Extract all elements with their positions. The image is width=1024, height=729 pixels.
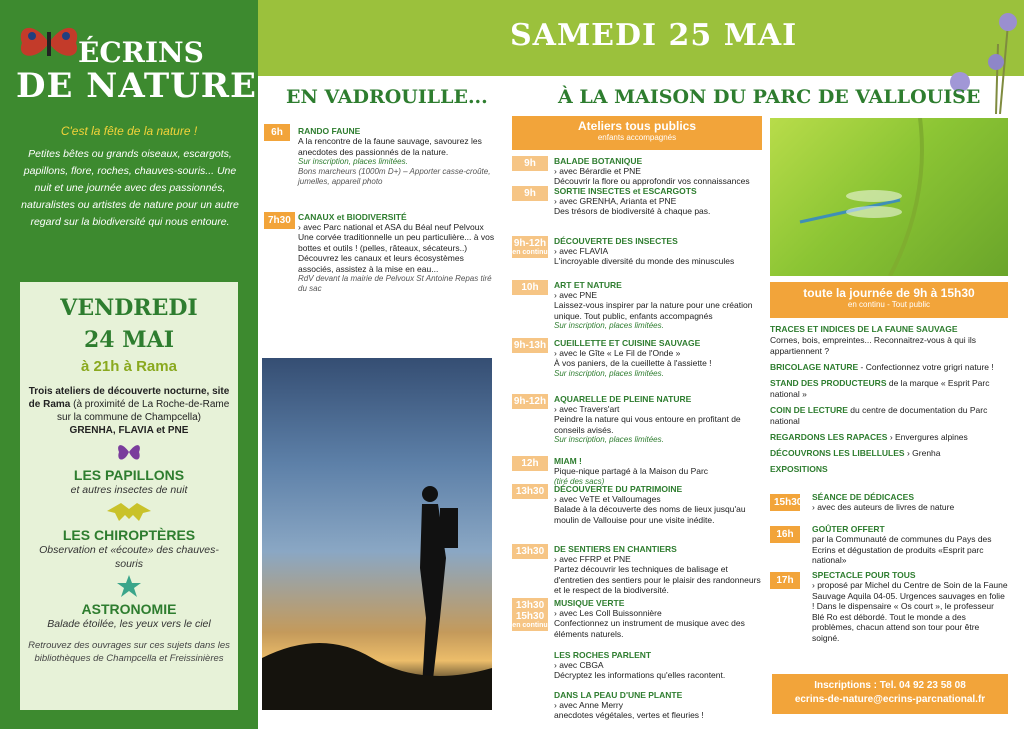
friday-title-line1: VENDREDI bbox=[60, 295, 198, 321]
event-desc: Découvrir la flore ou approfondir vos connaissances bbox=[554, 176, 750, 186]
timed-2 bbox=[770, 570, 1010, 643]
allday-item: DÉCOUVRONS LES LIBELLULES › Grenha bbox=[770, 448, 941, 458]
event-desc: Décryptez les informations qu'elles racontent. bbox=[554, 670, 726, 680]
contact-phone[interactable]: Inscriptions : Tel. 04 92 23 58 08 bbox=[814, 680, 966, 691]
event-with: › avec FLAVIA bbox=[554, 246, 609, 256]
event-time: 9h-13h bbox=[513, 340, 547, 351]
maison-title: À LA MAISON DU PARC DE VALLOUISE bbox=[558, 86, 981, 108]
event-text bbox=[554, 598, 766, 639]
vadrouille-desc-1: Une corvée traditionnelle un peu particulière... à vos bottes et outils ! (pelles, râteaux, sécateurs..) Découvrez les canaux et leurs écosystèmes associés, assistez à la mise en eau... bbox=[298, 232, 495, 274]
event-desc: Laissez-vous inspirer par la nature pour une création unique. Tout public, enfants accompagnés bbox=[554, 300, 753, 321]
event-text bbox=[554, 186, 766, 217]
event-with: › avec FFRP et PNE bbox=[554, 554, 631, 564]
allday-bar bbox=[770, 282, 1008, 318]
timed-time-2: 17h bbox=[770, 572, 800, 589]
event-time: 10h bbox=[512, 280, 548, 295]
event-title: MIAM ! bbox=[554, 456, 582, 466]
event-with: › avec PNE bbox=[554, 290, 597, 300]
event-text bbox=[554, 544, 766, 596]
event-with: › avec VeTE et Valloumages bbox=[554, 494, 661, 504]
logo-line2: DE NATURE bbox=[16, 66, 257, 106]
event-desc: Des trésors de biodiversité à chaque pas. bbox=[554, 206, 711, 216]
timed-1 bbox=[770, 524, 1010, 565]
event-text bbox=[554, 690, 766, 721]
event-title: BALADE BOTANIQUE bbox=[554, 156, 643, 166]
event-text bbox=[554, 484, 766, 525]
event-note: Sur inscription, places limitées. bbox=[554, 435, 664, 444]
vadrouille-title-0: RANDO FAUNE bbox=[298, 126, 361, 136]
event-time: 12h bbox=[512, 456, 548, 471]
contact-email[interactable]: ecrins-de-nature@ecrins-parcnational.fr bbox=[794, 694, 986, 705]
event-text bbox=[554, 280, 766, 331]
event-title: LES ROCHES PARLENT bbox=[554, 650, 652, 660]
event-text bbox=[554, 236, 766, 267]
dragonfly-photo bbox=[770, 118, 1008, 276]
event-with: › avec Bérardie et PNE bbox=[554, 166, 641, 176]
star-icon bbox=[117, 575, 141, 597]
intro-heading: C'est la fête de la nature ! bbox=[60, 124, 198, 138]
allday-item: COIN DE LECTURE du centre de documentation du Parc national bbox=[770, 405, 988, 426]
event-time: 13h30 15h30 en continu bbox=[512, 600, 548, 629]
friday-desc: Trois ateliers de découverte nocturne, site de Rama (à proximité de La Roche-de-Rame sur la commune de Champcella) bbox=[28, 386, 230, 423]
event-title: ART ET NATURE bbox=[554, 280, 622, 290]
event-title: SORTIE INSECTES et ESCARGOTS bbox=[554, 186, 697, 196]
vadrouille-note-0: Sur inscription, places limitées. bbox=[298, 157, 408, 166]
event-with: › avec CBGA bbox=[554, 660, 604, 670]
allday-item: TRACES ET INDICES DE LA FAUNE SAUVAGE Cornes, bois, empreintes... Reconnaitrez-vous à qui ils appartiennent ? bbox=[770, 324, 976, 356]
event-desc: Peindre la nature qui vous entoure en profitant de conseils avisés. bbox=[554, 414, 741, 435]
ateliers-title: Ateliers tous publics bbox=[577, 119, 697, 133]
timed-desc-1: par la Communauté de communes du Pays des Ecrins et dégustation de produits «Esprit parc national» bbox=[812, 534, 992, 565]
contact-box bbox=[772, 674, 1008, 714]
timed-title-2: SPECTACLE POUR TOUS bbox=[812, 570, 916, 580]
timed-title-0: SÉANCE DE DÉDICACES bbox=[812, 492, 915, 502]
vadrouille-title-1: CANAUX et BIODIVERSITÉ bbox=[298, 212, 407, 222]
event-time: 9h-12h bbox=[513, 396, 547, 407]
event-note: Sur inscription, places limitées. bbox=[554, 368, 664, 378]
event-title: DANS LA PEAU D'UNE PLANTE bbox=[554, 690, 683, 700]
vadrouille-time-1: 7h30 bbox=[264, 212, 295, 229]
butterfly-logo-icon bbox=[14, 18, 84, 68]
friday-partners: GRENHA, FLAVIA et PNE bbox=[69, 425, 189, 436]
event-time: 9h bbox=[512, 186, 548, 201]
dragonfly-icon bbox=[770, 118, 1008, 276]
timed-time-0: 15h30 bbox=[770, 494, 800, 511]
event-with: › avec GRENHA, Arianta et PNE bbox=[554, 196, 677, 206]
activity-sub-papillons: et autres insectes de nuit bbox=[70, 484, 188, 496]
vadrouille-note2-1: RdV devant la mairie de Pelvoux St Antoine Repas tiré du sac bbox=[298, 274, 492, 293]
friday-card bbox=[20, 282, 238, 710]
allday-item: REGARDONS LES RAPACES › Envergures alpines bbox=[770, 432, 968, 442]
event-title: AQUARELLE DE PLEINE NATURE bbox=[554, 394, 692, 404]
timed-desc-2: › proposé par Michel du Centre de Soin de la Faune Sauvage Aquila 04-05. Urgences sauvages en folie ! Dans le dispensaire « Os court », le professeur Blé Ro est débordé. Tout le monde a des problèmes, chacun attend son tour pour être soigné. bbox=[812, 580, 1008, 643]
event-title: DÉCOUVERTE DES INSECTES bbox=[554, 236, 678, 246]
event-desc: Confectionnez un instrument de musique avec des éléments naturels. bbox=[554, 618, 745, 639]
timed-time-1: 16h bbox=[770, 526, 800, 543]
activity-title-chiropteres: LES CHIROPTÈRES bbox=[62, 527, 196, 543]
event-time: 13h30 bbox=[512, 484, 548, 499]
allday-list bbox=[770, 324, 1008, 480]
friday-time: à 21h à Rama bbox=[81, 358, 177, 375]
header-title: SAMEDI 25 MAI bbox=[510, 18, 798, 53]
event-note: (tiré des sacs) bbox=[554, 476, 605, 486]
event-time: 13h30 bbox=[512, 544, 548, 559]
allday-item: EXPOSITIONS bbox=[770, 464, 828, 474]
event-title: CUEILLETTE ET CUISINE SAUVAGE bbox=[554, 338, 701, 348]
vadrouille-note2-0: Bons marcheurs (1000m D+) – Apporter casse-croûte, jumelles, appareil photo bbox=[298, 167, 491, 186]
event-desc: À vos paniers, de la cueillette à l'assiette ! bbox=[554, 358, 712, 368]
event-time: 9h-12h en continu bbox=[512, 238, 548, 256]
event-desc: anecdotes végétales, vertes et fleuries ! bbox=[554, 710, 704, 720]
logo-line1: ÉCRINS bbox=[78, 36, 204, 69]
vadrouille-event-1 bbox=[264, 210, 496, 293]
vadrouille-title: EN VADROUILLE... bbox=[286, 86, 488, 108]
bat-icon bbox=[107, 501, 151, 523]
activity-title-papillons: LES PAPILLONS bbox=[73, 467, 185, 483]
butterfly-icon bbox=[116, 441, 142, 463]
event-note: Sur inscription, places limitées. bbox=[554, 321, 664, 330]
hiker-silhouette-icon bbox=[262, 358, 492, 710]
allday-sub: en continu - Tout public bbox=[847, 300, 931, 309]
allday-item: BRICOLAGE NATURE - Confectionnez votre grigri nature ! bbox=[770, 362, 994, 372]
vadrouille-event-0 bbox=[264, 122, 496, 186]
event-desc: L'incroyable diversité du monde des minuscules bbox=[554, 256, 735, 266]
hiker-photo bbox=[262, 358, 492, 710]
event-text bbox=[554, 456, 766, 487]
event-with: › avec le Gîte « Le Fil de l'Onde » bbox=[554, 348, 681, 358]
event-title: DE SENTIERS EN CHANTIERS bbox=[554, 544, 677, 554]
activity-sub-astronomie: Balade étoilée, les yeux vers le ciel bbox=[47, 618, 211, 630]
event-with: › avec Anne Merry bbox=[554, 700, 623, 710]
event-text bbox=[554, 650, 766, 681]
vadrouille-with-1: › avec Parc national et ASA du Béal neuf Pelvoux bbox=[298, 222, 484, 232]
event-desc: Pique-nique partagé à la Maison du Parc bbox=[554, 466, 709, 476]
event-text bbox=[554, 156, 766, 187]
friday-title-line2: 24 MAI bbox=[84, 327, 174, 353]
event-text bbox=[554, 338, 766, 379]
allday-item: STAND DES PRODUCTEURS de la marque « Esprit Parc national » bbox=[770, 378, 990, 399]
intro-body: Petites bêtes ou grands oiseaux, escargots, papillons, flore, roches, chauves-souris... Une nuit et une journée avec des passionnés, naturalistes ou artistes de nature pour un autre regard sur la biodiversité qui nous entoure. bbox=[21, 148, 239, 228]
timed-title-1: GOÛTER OFFERT bbox=[812, 524, 885, 534]
timed-0 bbox=[770, 492, 1010, 511]
event-title: DÉCOUVERTE DU PATRIMOINE bbox=[554, 484, 683, 494]
event-text bbox=[554, 394, 766, 445]
vadrouille-time-0: 6h bbox=[264, 124, 290, 141]
timed-desc-0: › avec des auteurs de livres de nature bbox=[812, 502, 955, 512]
allday-title: toute la journée de 9h à 15h30 bbox=[803, 286, 975, 300]
activity-title-astronomie: ASTRONOMIE bbox=[81, 601, 177, 617]
friday-note: Retrouvez des ouvrages sur ces sujets dans les bibliothèques de Champcella et Freissinières bbox=[28, 640, 230, 664]
event-desc: Balade à la découverte des noms de lieux jusqu'au moulin de Vallouise pour une visite inédite. bbox=[554, 504, 746, 525]
activity-sub-chiropteres: Observation et «écoute» des chauves-souris bbox=[39, 544, 219, 570]
event-with: › avec Les Coll Buissonnière bbox=[554, 608, 662, 618]
vadrouille-desc-0: A la rencontre de la faune sauvage, savourez les anecdotes des passionnés de la nature. bbox=[298, 136, 482, 157]
event-desc: Partez découvrir les techniques de balisage et d'entretien des sentiers pour le plaisir des randonneurs et le respect de la biodiversité. bbox=[554, 564, 761, 595]
event-with: › avec Travers'art bbox=[554, 404, 620, 414]
event-time: 9h bbox=[512, 156, 548, 171]
ateliers-bar bbox=[512, 116, 762, 150]
event-title: MUSIQUE VERTE bbox=[554, 598, 625, 608]
ateliers-sub: enfants accompagnés bbox=[597, 133, 677, 142]
